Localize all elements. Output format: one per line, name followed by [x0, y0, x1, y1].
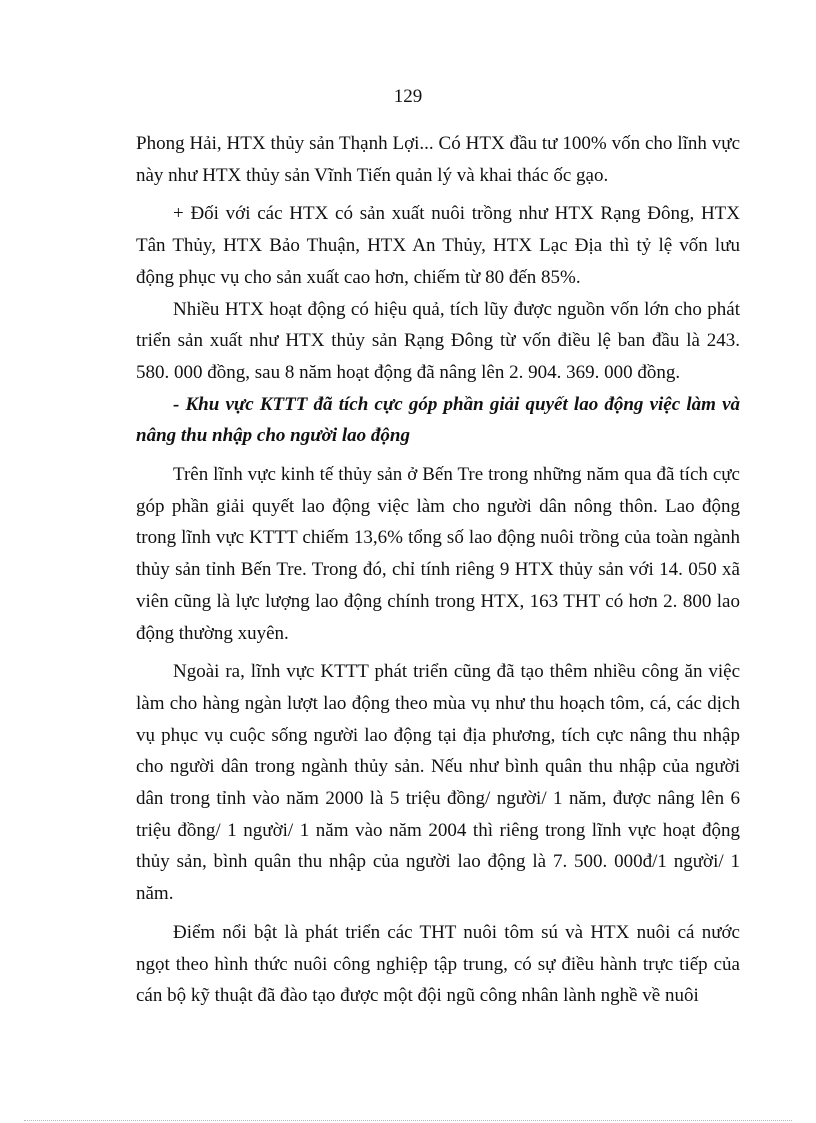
paragraph-thu-nhap: Ngoài ra, lĩnh vực KTTT phát triển cũng đã tạo thêm nhiều công ăn việc làm cho hàng ngàn lượt lao động theo mùa vụ như thu hoạch tôm, cá, các dịch vụ phục vụ cuộc sống người lao động tại địa phương, tích cực nâng thu nhập cho người dân trong ngành thủy sản. Nếu như bình quân thu nhập của người dân trong tỉnh vào năm 2000 là 5 triệu đồng/ người/ 1 năm, được nâng lên 6 triệu đồng/ 1 người/ 1 năm vào năm 2004 thì riêng trong lĩnh vực hoạt động thủy sản, bình quân thu nhập của người lao động là 7. 500. 000đ/1 người/ 1 năm.	[136, 661, 740, 905]
paragraph-diem-noi-bat: Điểm nổi bật là phát triển các THT nuôi tôm sú và HTX nuôi cá nước ngọt theo hình thức nuôi công nghiệp tập trung, có sự điều hành trực tiếp của cán bộ kỹ thuật đã đào tạo được một đội ngũ công nhân lành nghề về nuôi	[136, 921, 740, 1007]
section-heading: - Khu vực KTTT đã tích cực góp phần giải quyết lao động việc làm và nâng thu nhập cho người lao động	[136, 393, 740, 447]
paragraph-continuation: Phong Hải, HTX thủy sản Thạnh Lợi... Có HTX đầu tư 100% vốn cho lĩnh vực này như HTX thủy sản Vĩnh Tiến quản lý và khai thác ốc gạo.	[136, 133, 740, 186]
page-bottom-rule	[24, 1120, 792, 1121]
paragraph-von-tich-luy: Nhiều HTX hoạt động có hiệu quả, tích lũy được nguồn vốn lớn cho phát triển sản xuất như HTX thủy sản Rạng Đông từ vốn điều lệ ban đầu là 243. 580. 000 đồng, sau 8 năm hoạt động đã nâng lên 2. 904. 369. 000 đồng.	[136, 298, 740, 383]
document-body	[136, 128, 740, 1012]
page-number: 129	[393, 86, 423, 107]
paragraph-lao-dong: Trên lĩnh vực kinh tế thủy sản ở Bến Tre trong những năm qua đã tích cực góp phần giải quyết lao động việc làm cho người dân nông thôn. Lao động trong lĩnh vực KTTT chiếm 13,6% tổng số lao động nuôi trồng của toàn ngành thủy sản tỉnh Bến Tre. Trong đó, chỉ tính riêng 9 HTX thủy sản với 14. 050 xã viên cũng là lực lượng lao động chính trong HTX, 163 THT có hơn 2. 800 lao động thường xuyên.	[136, 464, 740, 644]
paragraph-htx-nuoi-trong: + Đối với các HTX có sản xuất nuôi trồng như HTX Rạng Đông, HTX Tân Thủy, HTX Bảo Thuận, HTX An Thủy, HTX Lạc Địa thì tỷ lệ vốn lưu động phục vụ cho sản xuất cao hơn, chiếm từ 80 đến 85%.	[136, 203, 740, 288]
